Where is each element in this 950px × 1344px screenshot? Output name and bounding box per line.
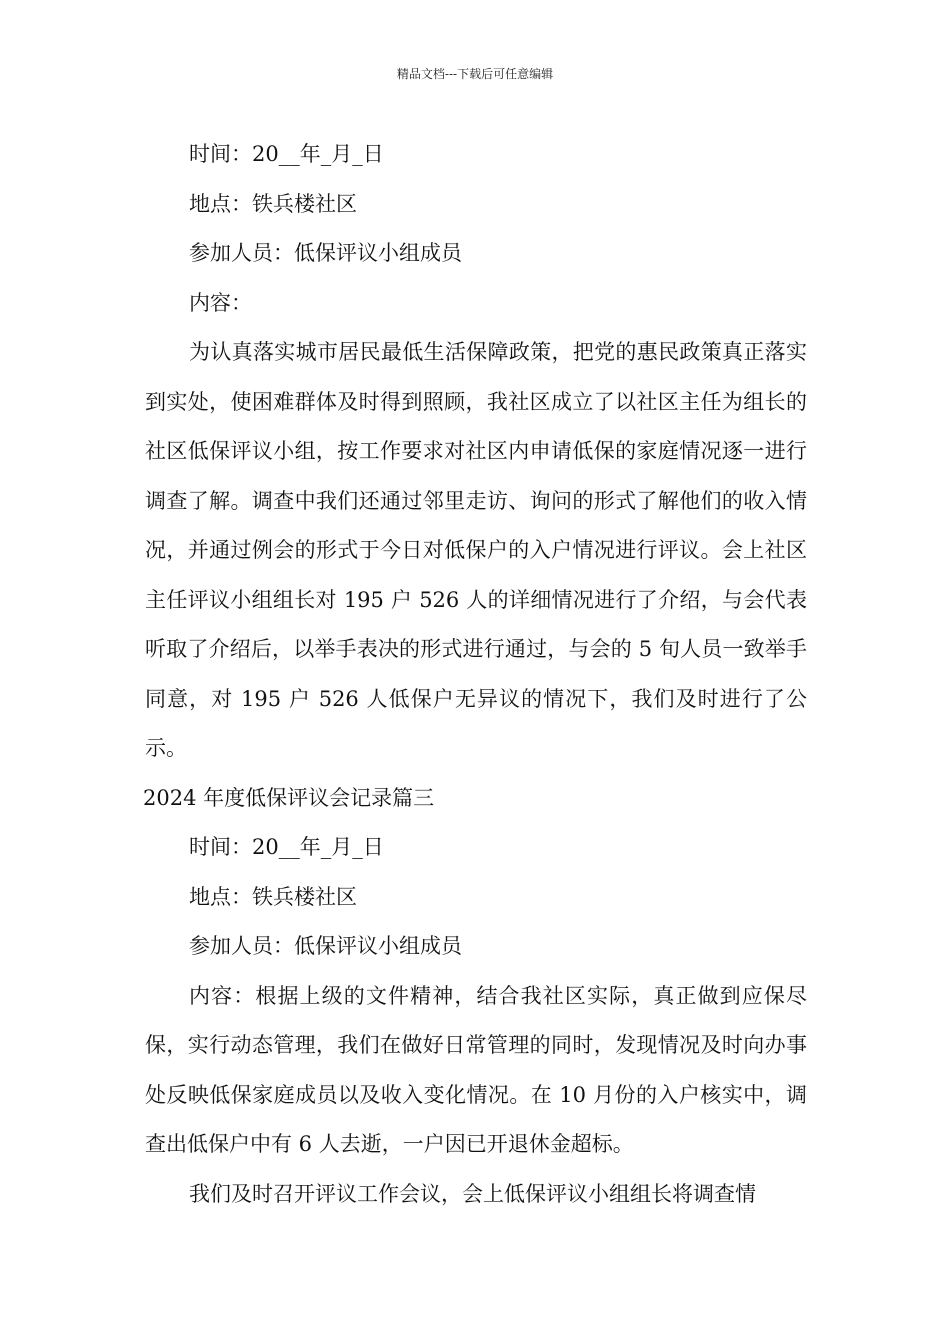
meeting-attendees-2: 参加人员：低保评议小组成员 (189, 934, 462, 958)
section-heading: 2024 年度低保评议会记录篇三 (143, 785, 435, 810)
page-header: 精品文档---下载后可任意编辑 (396, 67, 554, 81)
meeting-attendees: 参加人员：低保评议小组成员 (189, 241, 462, 265)
document-body (145, 130, 807, 1219)
content-label: 内容： (189, 290, 252, 315)
meeting-time-2: 时间：20__年_月_日 (189, 835, 384, 859)
meeting-content-paragraph: 为认真落实城市居民最低生活保障政策，把党的惠民政策真正落实到实处，使困难群体及时得到照顾，我社区成立了以社区主任为组长的社区低保评议小组，按工作要求对社区内申请低保的家庭情况逐一进行调查了解。调查中我们还通过邻里走访、询问的形式了解他们的收入情况，并通过例会的形式于今日对低保户的入户情况进行评议。会上社区主任评议小组组长对 195 户 526 人的详细情况进行了介绍，与会代表听取了介绍后，以举手表决的形式进行通过，与会的 5 旬人员一致举手同意，对 195 户 526 人低保户无异议的情况下，我们及时进行了公示。 (145, 340, 807, 760)
meeting-content-paragraph-2: 内容：根据上级的文件精神，结合我社区实际，真正做到应保尽保，实行动态管理，我们在做好日常管理的同时，发现情况及时向办事处反映低保家庭成员以及收入变化情况。在 10 月份的入户核实中，调查出低保户中有 6 人去逝，一户因已开退休金超标。 (145, 983, 807, 1156)
meeting-content-paragraph-3: 我们及时召开评议工作会议，会上低保评议小组组长将调查情 (189, 1181, 756, 1206)
meeting-time: 时间：20__年_月_日 (189, 142, 384, 166)
meeting-place: 地点：铁兵楼社区 (189, 191, 357, 216)
meeting-place-2: 地点：铁兵楼社区 (189, 884, 357, 909)
